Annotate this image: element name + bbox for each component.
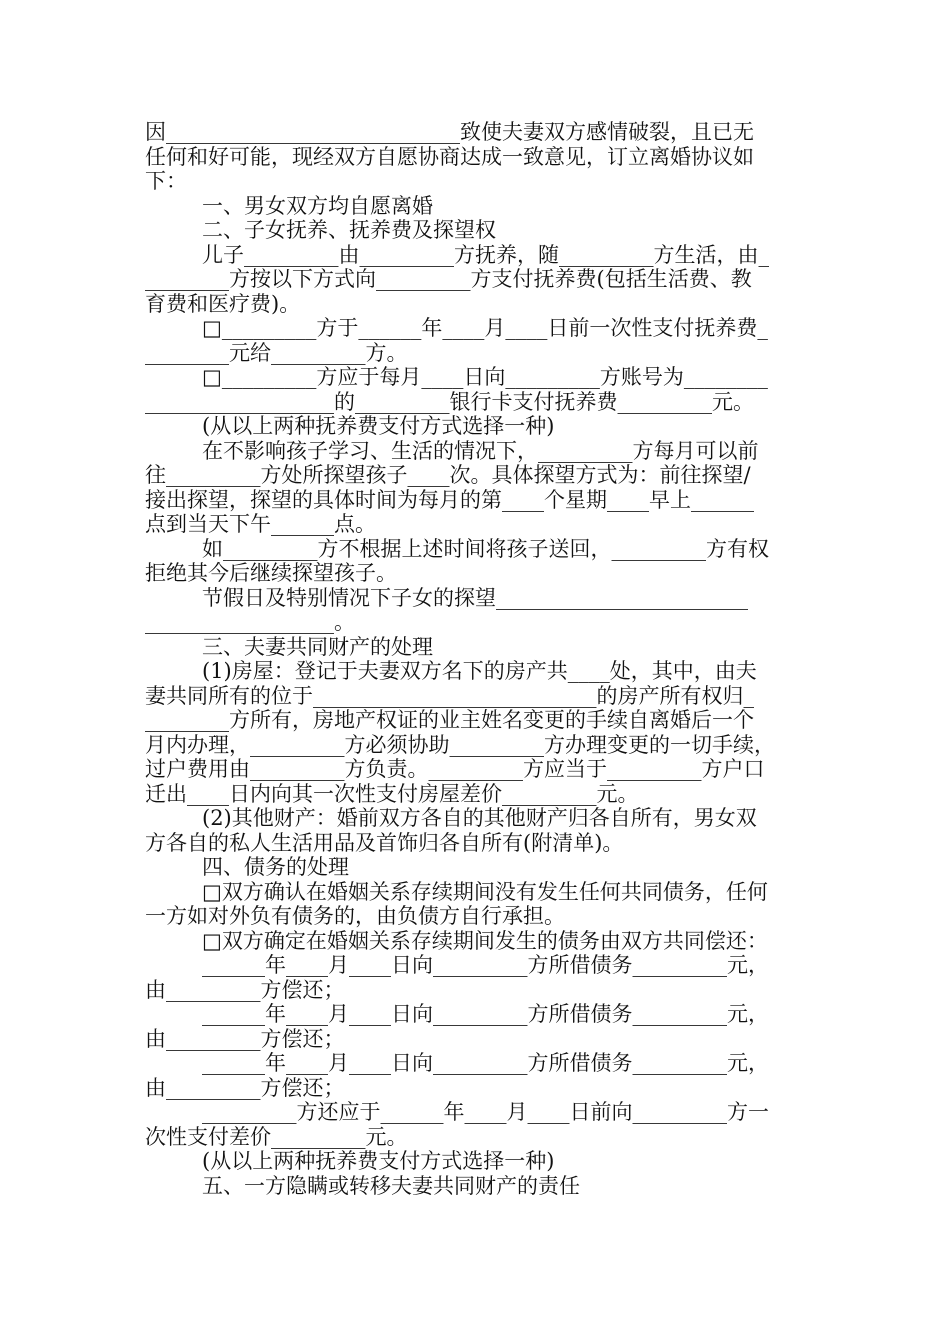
- text-line: 任何和好可能，现经双方自愿协商达成一致意见，订立离婚协议如: [145, 144, 754, 169]
- document-body: [145, 120, 810, 1198]
- note-line: (从以上两种抚养费支付方式选择一种): [202, 1149, 555, 1173]
- debt-line: ______年____月____日向_________方所借债务_________元，: [202, 1002, 769, 1026]
- text-line: 由_________方偿还；: [145, 1075, 345, 1100]
- section-heading: 五、一方隐瞒或转移夫妻共同财产的责任: [202, 1173, 580, 1198]
- text-line: 点到当天下午______点。: [145, 512, 376, 536]
- note-line: (从以上两种抚养费支付方式选择一种): [202, 414, 555, 438]
- text-line: 迁出____日内向其一次性支付房屋差价_________元。: [145, 781, 639, 806]
- debt-line: ______年____月____日向_________方所借债务_________元，: [202, 1051, 769, 1075]
- checkbox-line: □_________方于______年____月____日前一次性支付抚养费_: [202, 316, 768, 340]
- text-line: ________方按以下方式向_________方支付抚养费(包括生活费、教: [145, 267, 752, 291]
- text-line: _________方还应于______年____月____日前向_________方一: [202, 1100, 769, 1124]
- checkbox-line: □双方确定在婚姻关系存续期间发生的债务由双方共同偿还：: [202, 928, 768, 953]
- text-line: 一方如对外负有债务的，由负债方自行承担。: [145, 904, 565, 928]
- text-line: 次性支付差价_________元。: [145, 1124, 408, 1149]
- text-line: (2)其他财产：婚前双方各自的其他财产归各自所有，男女双: [202, 806, 757, 830]
- section-heading: 一、男女双方均自愿离婚: [202, 193, 433, 218]
- text-line: 如_________方不根据上述时间将孩子送回，_________方有权: [202, 536, 769, 561]
- text-line: 妻共同所有的位于___________________________的房产所有权归_: [145, 683, 754, 708]
- text-line: __________________。: [145, 610, 355, 634]
- text-line: 儿子_________由_________方抚养，随_________方生活，由_: [202, 242, 769, 267]
- text-line: 方各自的私人生活用品及首饰归各自所有(附清单)。: [145, 830, 624, 855]
- checkbox-line: □双方确认在婚姻关系存续期间没有发生任何共同债务，任何: [202, 879, 768, 904]
- text-line: 过户费用由_________方负责。_________方应当于_________方户口: [145, 757, 765, 781]
- text-line: 因____________________________致使夫妻双方感情破裂，且已无: [145, 120, 754, 144]
- section-heading: 四、债务的处理: [202, 855, 349, 879]
- text-line: ________元给_________方。: [145, 340, 408, 365]
- text-line: 接出探望，探望的具体时间为每月的第____个星期____早上______: [145, 487, 754, 512]
- text-line: 育费和医疗费)。: [145, 291, 301, 316]
- text-line: 由_________方偿还；: [145, 977, 345, 1002]
- text-line: 节假日及特别情况下子女的探望________________________: [202, 585, 748, 610]
- text-line: ________方所有，房地产权证的业主姓名变更的手续自离婚后一个: [145, 708, 754, 732]
- section-heading: 三、夫妻共同财产的处理: [202, 634, 433, 659]
- text-line: 由_________方偿还；: [145, 1026, 345, 1051]
- text-line: 在不影响孩子学习、生活的情况下，_________方每月可以前: [202, 438, 759, 463]
- text-line: 月内办理，_________方必须协助_________方办理变更的一切手续，: [145, 732, 775, 757]
- text-line: (1)房屋：登记于夫妻双方名下的房产共____处，其中，由夫: [202, 659, 757, 683]
- checkbox-line: □_________方应于每月____日向_________方账号为________: [202, 365, 768, 389]
- text-line: 往_________方处所探望孩子____次。具体探望方式为：前往探望/: [145, 463, 751, 487]
- text-line: 拒绝其今后继续探望孩子。: [145, 561, 397, 585]
- debt-line: ______年____月____日向_________方所借债务_________元，: [202, 953, 769, 977]
- text-line: __________________的_________银行卡支付抚养费_________元。: [145, 389, 754, 414]
- text-line: 下：: [145, 169, 187, 193]
- section-heading: 二、子女抚养、抚养费及探望权: [202, 218, 496, 242]
